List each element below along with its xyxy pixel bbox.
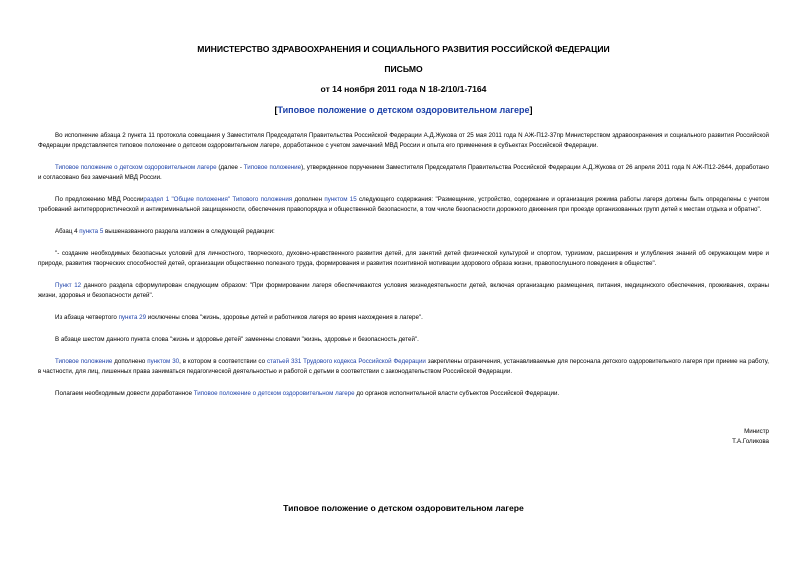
- link-item-12[interactable]: Пункт 12: [55, 282, 82, 289]
- paragraph-text: Из абзаца четвертого: [55, 314, 119, 321]
- link-typical-regulation-2[interactable]: Типовое положение: [55, 358, 113, 365]
- paragraph-7: [38, 313, 769, 323]
- link-item-5[interactable]: пункта 5: [79, 228, 104, 235]
- link-typical-regulation[interactable]: Типовое положение о детском оздоровительном лагере: [55, 164, 217, 171]
- paragraph-text: закреплены ограничения, устанавливаемые для персонала детского оздоровительного лагеря при приеме на работу, в частности, для лиц, лишенных права заниматься педагогической деятельностью и работой с детьми в соответствии с законодательством Российской Федерации.: [38, 358, 769, 375]
- paragraph-text: следующего содержания: "Размещение, устройство, содержание и организация режима работы лагеря должны быть определены с учетом требований антитеррористической и антикриминальной защищенности, обеспечения правопорядка и общественной безопасности, в том числе безопасности дорожного движения при проезде организованных групп детей к местам отдыха и обратно".: [38, 196, 769, 213]
- letter-body: [38, 131, 769, 399]
- paragraph-2: [38, 163, 769, 183]
- date-number-heading: от 14 ноября 2011 года N 18-2/10/1-7164: [320, 84, 487, 94]
- paragraph-text: данного раздела сформулирован следующим образом: "При формировании лагеря обеспечиваются условия жизнедеятельности детей, включая организацию размещения, питания, медицинского обеспечения, проживания, охраны жизни, здоровья и безопасности детей".: [38, 282, 769, 299]
- paragraph-10: [38, 389, 769, 399]
- link-item-15[interactable]: пунктом 15: [324, 196, 357, 203]
- paragraph-1: Во исполнение абзаца 2 пункта 11 протокола совещания у Заместителя Председателя Правительства Российской Федерации А.Д.Жукова от 25 мая 2011 года N АЖ-П12-37пр Министерством здравоохранения и социального развития Российской Федерации представляется типовое положение о детском оздоровительном лагере, доработанное с учетом замечаний МВД России и опыта его применения в субъектах Российской Федерации.: [38, 132, 769, 149]
- paragraph-text: По предложению МВД России: [55, 196, 144, 203]
- paragraph-text: дополнено: [112, 358, 148, 365]
- paragraph-9: [38, 357, 769, 377]
- appendix-title: Типовое положение о детском оздоровительном лагере: [283, 503, 524, 513]
- link-labor-code-article-331[interactable]: статьей 331 Трудового кодекса Российской Федерации: [266, 358, 426, 365]
- document: [38, 44, 769, 447]
- paragraph-text: исключены слова "жизнь, здоровье детей и работников лагеря во время нахождения в лагере".: [146, 314, 423, 321]
- signature-block: [38, 427, 769, 447]
- signature-name: Т.А.Голикова: [732, 438, 769, 445]
- letter-heading: ПИСЬМО: [384, 64, 423, 74]
- paragraph-text: ), утвержденное поручением Заместителя Председателя Правительства Российской Федерации А.Д.Жукова от 26 апреля 2011 года N АЖ-П12-2644, доработано и согласовано без замечаний МВД России.: [38, 164, 769, 181]
- paragraph-text: Полагаем необходимым довести доработанное: [55, 390, 194, 397]
- paragraph-text: дополнен: [292, 196, 325, 203]
- paragraph-text: Абзац 4: [55, 228, 80, 235]
- paragraph-3: [38, 195, 769, 215]
- paragraph-4: [38, 227, 769, 237]
- link-section-1[interactable]: раздел 1 "Общие положения" Типового положения: [143, 196, 293, 203]
- paragraph-8: В абзаце шестом данного пункта слова "жизнь и здоровье детей" заменены словами "жизнь, здоровье и безопасность детей".: [55, 336, 419, 343]
- paragraph-5: "- создание необходимых безопасных условий для личностного, творческого, духовно-нравственного развития детей, для занятий детей физической культурой и спортом, туризмом, расширения и углубления знаний об окружающем мире и природе, развития творческих способностей детей, организации общественно полезного труда, формирования и развития позитивной мотивации здорового образа жизни, правопослушного поведения в обществе".: [38, 250, 769, 267]
- signature-position: Министр: [744, 428, 769, 435]
- paragraph-text: до органов исполнительной власти субъектов Российской Федерации.: [354, 390, 560, 397]
- link-typical-regulation-short[interactable]: Типовое положение: [243, 164, 302, 171]
- ministry-heading: МИНИСТЕРСТВО ЗДРАВООХРАНЕНИЯ И СОЦИАЛЬНОГО РАЗВИТИЯ РОССИЙСКОЙ ФЕДЕРАЦИИ: [197, 44, 610, 54]
- paragraph-text: , в котором в соответствии со: [179, 358, 267, 365]
- document-title: [Типовое положение о детском оздоровительном лагере]: [274, 105, 533, 115]
- link-item-30[interactable]: пунктом 30: [147, 358, 180, 365]
- link-item-29[interactable]: пункта 29: [118, 314, 147, 321]
- title-link[interactable]: Типовое положение о детском оздоровительном лагере: [277, 105, 530, 115]
- paragraph-6: [38, 281, 769, 301]
- paragraph-text: (далее -: [216, 164, 244, 171]
- paragraph-text: вышеназванного раздела изложен в следующей редакции:: [103, 228, 275, 235]
- link-typical-regulation-3[interactable]: Типовое положение о детском оздоровительном лагере: [193, 390, 355, 397]
